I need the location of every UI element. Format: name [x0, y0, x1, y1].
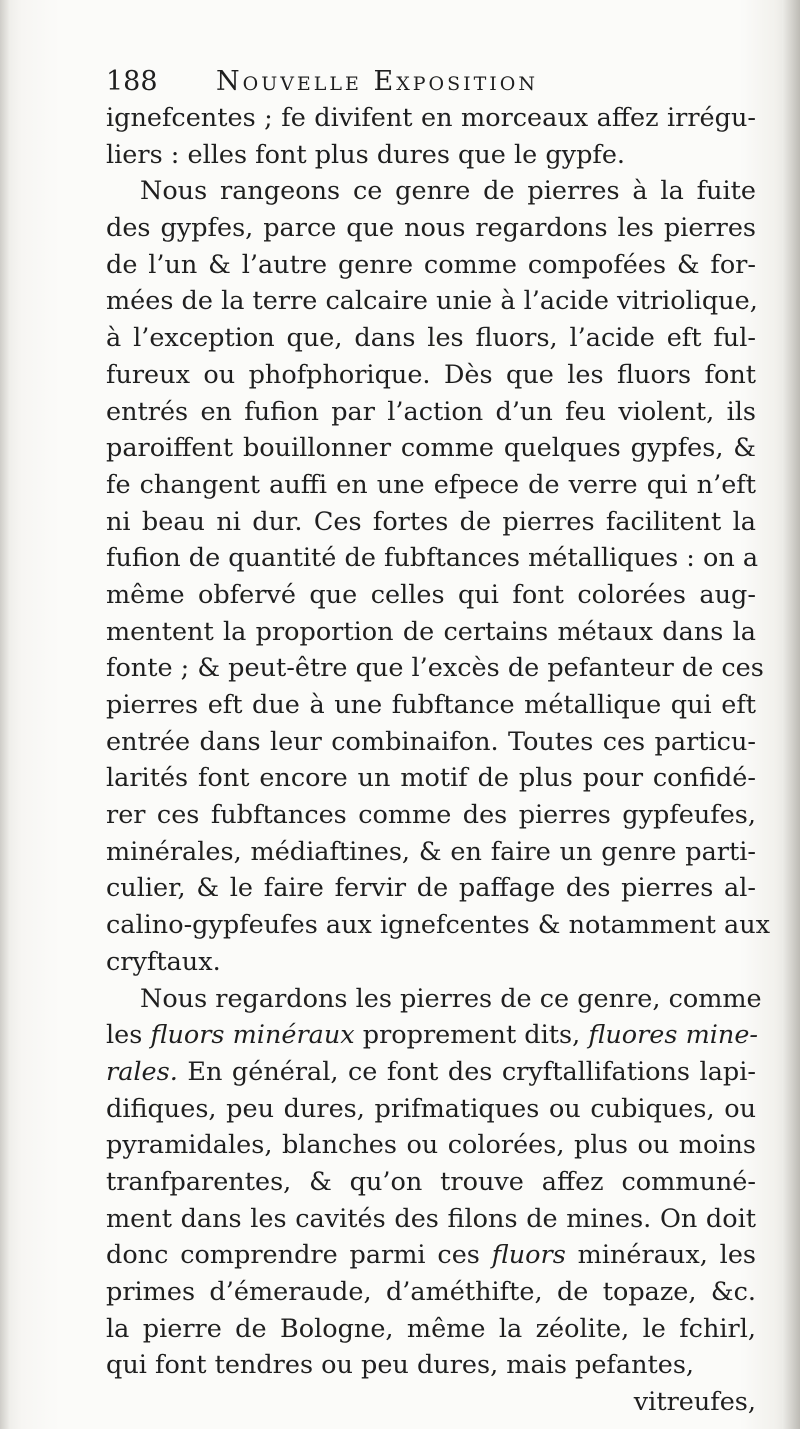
- text-line: minérales, médiaftines, & en faire un genre parti-: [106, 836, 756, 867]
- text-line: mées de la terre calcaire unie à l’acide vitriolique,: [106, 286, 758, 317]
- page-number: 188: [106, 66, 158, 97]
- text-line: fe changent auffi en une efpece de verre qui n’eft: [106, 469, 756, 500]
- text-line: culier, & le faire fervir de paffage des pierres al-: [106, 873, 756, 904]
- text-line: la pierre de Bologne, même la zéolite, le fchirl,: [106, 1313, 756, 1344]
- text-line: liers : elles font plus dures que le gypfe.: [106, 139, 626, 170]
- text-line: tranfparentes, & qu’on trouve affez communé-: [106, 1166, 756, 1197]
- text-line: pyramidales, blanches ou colorées, plus ou moins: [106, 1130, 756, 1161]
- text-line: difiques, peu dures, prifmatiques ou cubiques, ou: [106, 1093, 756, 1124]
- text-line: Nous rangeons ce genre de pierres à la fuite: [140, 176, 756, 207]
- text-line: pierres eft due à une fubftance métallique qui eft: [106, 690, 756, 720]
- running-title: Nouvelle Exposition: [216, 66, 538, 97]
- text-line: paroiffent bouillonner comme quelques gypfes, &: [106, 433, 756, 464]
- body-text: [106, 100, 771, 1421]
- text-line: rales. En général, ce font des cryftallifations lapi-: [106, 1056, 756, 1087]
- text-line: mentent la proportion de certains métaux dans la: [106, 616, 756, 647]
- text-line: ni beau ni dur. Ces fortes de pierres facilitent la: [106, 506, 756, 537]
- page-left-edge: [0, 0, 10, 1429]
- text-line: ignefcentes ; fe divifent en morceaux affez irrégu-: [106, 103, 756, 133]
- text-line: à l’exception que, dans les fluors, l’acide eft ful-: [106, 323, 756, 354]
- text-line: cryftaux.: [106, 946, 221, 977]
- text-line: des gypfes, parce que nous regardons les pierres: [106, 213, 756, 244]
- text-line: fonte ; & peut-être que l’excès de pefanteur de ces: [106, 653, 764, 684]
- text-line: les fluors minéraux proprement dits, fluores mine-: [106, 1020, 759, 1051]
- text-line: larités font encore un motif de plus pour confidé-: [106, 763, 756, 794]
- text-line: primes d’émeraude, d’améthifte, de topaze, &c.: [106, 1277, 756, 1307]
- text-line: rer ces fubftances comme des pierres gypfeufes,: [106, 800, 756, 831]
- text-line: calino-gypfeufes aux ignefcentes & notamment aux: [106, 910, 771, 941]
- page-text-block: [106, 60, 771, 1421]
- page-right-edge: [782, 0, 800, 1429]
- text-line: même obfervé que celles qui font colorées aug-: [106, 579, 756, 610]
- text-line: de l’un & l’autre genre comme compofées & for-: [106, 249, 756, 280]
- page-header: [106, 60, 756, 100]
- text-line: qui font tendres ou peu dures, mais pefantes,: [106, 1350, 695, 1381]
- text-line: entrés en fufion par l’action d’un feu violent, ils: [106, 396, 756, 427]
- text-line: entrée dans leur combinaifon. Toutes ces particu-: [106, 726, 756, 757]
- text-line: Nous regardons les pierres de ce genre, comme: [140, 983, 762, 1014]
- text-line: fufion de quantité de fubftances métalliques : on a: [106, 543, 759, 574]
- text-line: ment dans les cavités des filons de mines. On doit: [106, 1203, 756, 1234]
- text-line: fureux ou phofphorique. Dès que les fluors font: [106, 359, 756, 390]
- text-line: donc comprendre parmi ces fluors minéraux, les: [106, 1240, 756, 1271]
- catchword: vitreufes,: [633, 1387, 756, 1418]
